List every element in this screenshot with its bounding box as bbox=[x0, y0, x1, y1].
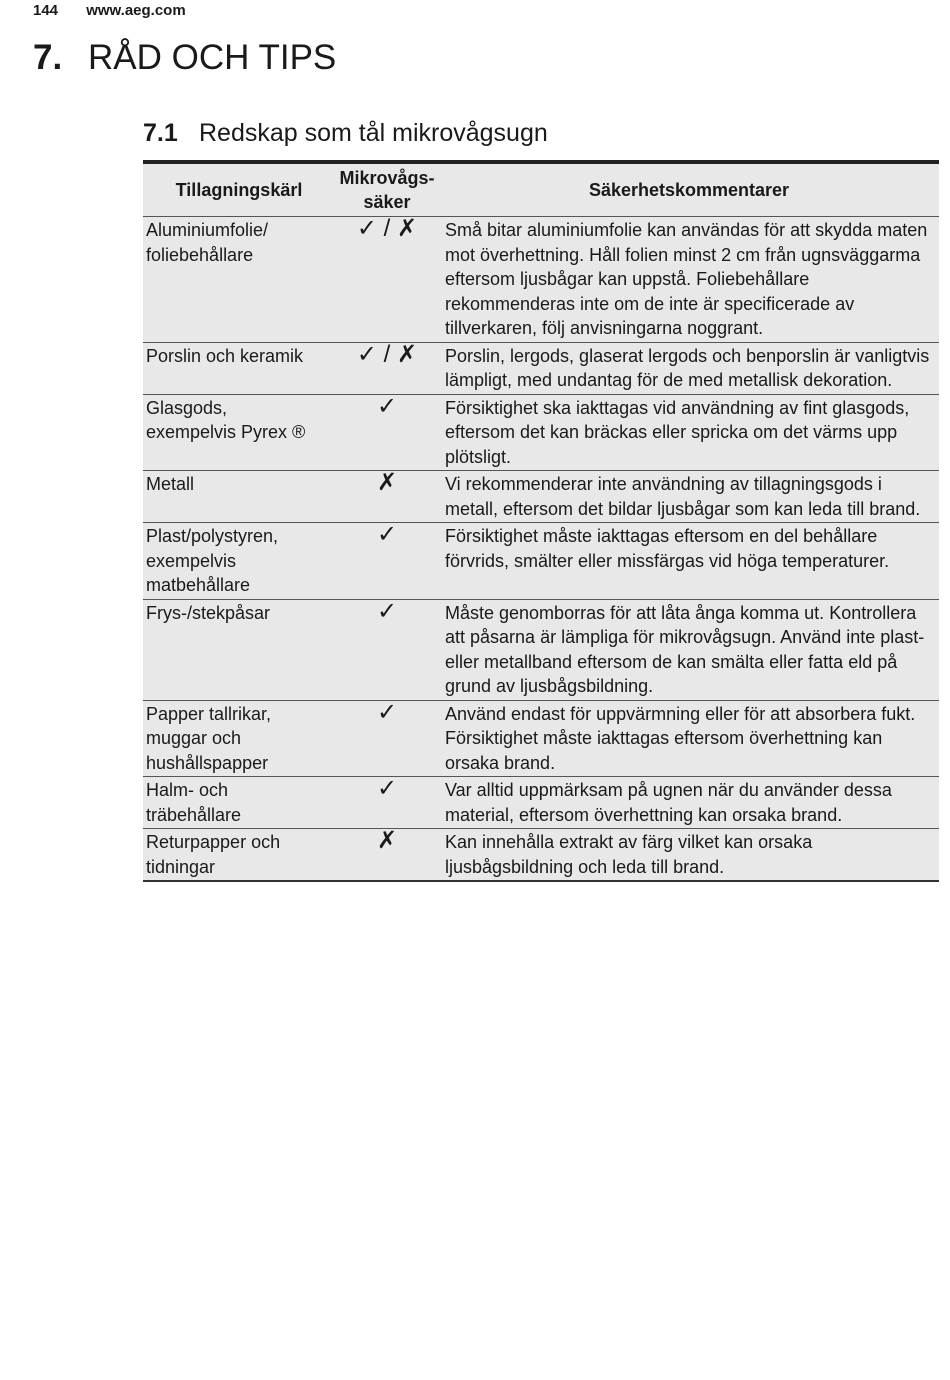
table-row bbox=[143, 471, 939, 523]
safety-comment-cell: Måste genomborras för att låta ånga komma ut. Kontrollera att påsarna är lämpliga för mikrovågsugn. Använd inte plast- eller metallband eftersom de kan smälta eller fatta eld på grund av ljusbågsbildning. bbox=[439, 599, 939, 700]
section-number: 7.1 bbox=[143, 119, 178, 147]
microwave-safe-mark: ✓ bbox=[335, 599, 439, 700]
safety-comment-cell: Använd endast för uppvärmning eller för att absorbera fukt. Försiktighet måste iakttagas eftersom överhettning kan orsaka brand. bbox=[439, 700, 939, 777]
header-vessel: Tillagningskärl bbox=[143, 162, 335, 217]
table-row bbox=[143, 217, 939, 343]
table-row bbox=[143, 700, 939, 777]
page-header bbox=[33, 2, 186, 19]
cookware-table bbox=[143, 160, 939, 882]
microwave-safe-mark: ✓ bbox=[335, 777, 439, 829]
vessel-cell: Glasgods, exempelvis Pyrex ® bbox=[143, 394, 335, 471]
table-row bbox=[143, 394, 939, 471]
table-row bbox=[143, 342, 939, 394]
vessel-cell: Metall bbox=[143, 471, 335, 523]
website-url: www.aeg.com bbox=[86, 2, 186, 19]
table-row bbox=[143, 829, 939, 882]
vessel-cell: Papper tallrikar, muggar och hushållspapper bbox=[143, 700, 335, 777]
vessel-cell: Frys-/stekpåsar bbox=[143, 599, 335, 700]
vessel-cell: Porslin och keramik bbox=[143, 342, 335, 394]
safety-comment-cell: Porslin, lergods, glaserat lergods och benporslin är vanligtvis lämpligt, med undantag för de med metallisk dekoration. bbox=[439, 342, 939, 394]
header-comments: Säkerhetskommentarer bbox=[439, 162, 939, 217]
microwave-safe-mark: ✗ bbox=[335, 471, 439, 523]
section-heading bbox=[143, 119, 548, 148]
microwave-safe-mark: ✗ bbox=[335, 829, 439, 882]
safety-comment-cell: Försiktighet ska iakttagas vid användning av fint glasgods, eftersom det kan bräckas eller spricka om det värms upp plötsligt. bbox=[439, 394, 939, 471]
microwave-safe-mark: ✓ / ✗ bbox=[335, 342, 439, 394]
microwave-safe-mark: ✓ bbox=[335, 523, 439, 600]
table-row bbox=[143, 599, 939, 700]
vessel-cell: Halm- och träbehållare bbox=[143, 777, 335, 829]
section-title: Redskap som tål mikrovågsugn bbox=[199, 119, 548, 147]
microwave-safe-mark: ✓ bbox=[335, 700, 439, 777]
table-row bbox=[143, 777, 939, 829]
safety-comment-cell: Var alltid uppmärksam på ugnen när du använder dessa material, eftersom överhettning kan orsaka brand. bbox=[439, 777, 939, 829]
safety-comment-cell: Försiktighet måste iakttagas eftersom en del behållare förvrids, smälter eller missfärgas vid höga temperaturer. bbox=[439, 523, 939, 600]
microwave-safe-mark: ✓ / ✗ bbox=[335, 217, 439, 343]
chapter-heading bbox=[33, 38, 336, 78]
page-number: 144 bbox=[33, 2, 59, 19]
chapter-number: 7. bbox=[33, 38, 63, 77]
vessel-cell: Aluminiumfolie/ foliebehållare bbox=[143, 217, 335, 343]
table-row bbox=[143, 523, 939, 600]
safety-comment-cell: Kan innehålla extrakt av färg vilket kan orsaka ljusbågsbildning och leda till brand. bbox=[439, 829, 939, 882]
chapter-title: RÅD OCH TIPS bbox=[88, 38, 337, 77]
safety-comment-cell: Små bitar aluminiumfolie kan användas för att skydda maten mot överhettning. Håll folien minst 2 cm från ugnsväggarma eftersom ljusbågar kan uppstå. Foliebehållare rekommenderas inte om de inte är specificerade av tillverkaren, följ anvisningarna noggrant. bbox=[439, 217, 939, 343]
safety-comment-cell: Vi rekommenderar inte användning av tillagningsgods i metall, eftersom det bildar ljusbågar som kan leda till brand. bbox=[439, 471, 939, 523]
table-header-row bbox=[143, 162, 939, 217]
vessel-cell: Plast/polystyren, exempelvis matbehållare bbox=[143, 523, 335, 600]
vessel-cell: Returpapper och tidningar bbox=[143, 829, 335, 882]
header-microwave-safe: Mikrovågs- säker bbox=[335, 162, 439, 217]
microwave-safe-mark: ✓ bbox=[335, 394, 439, 471]
